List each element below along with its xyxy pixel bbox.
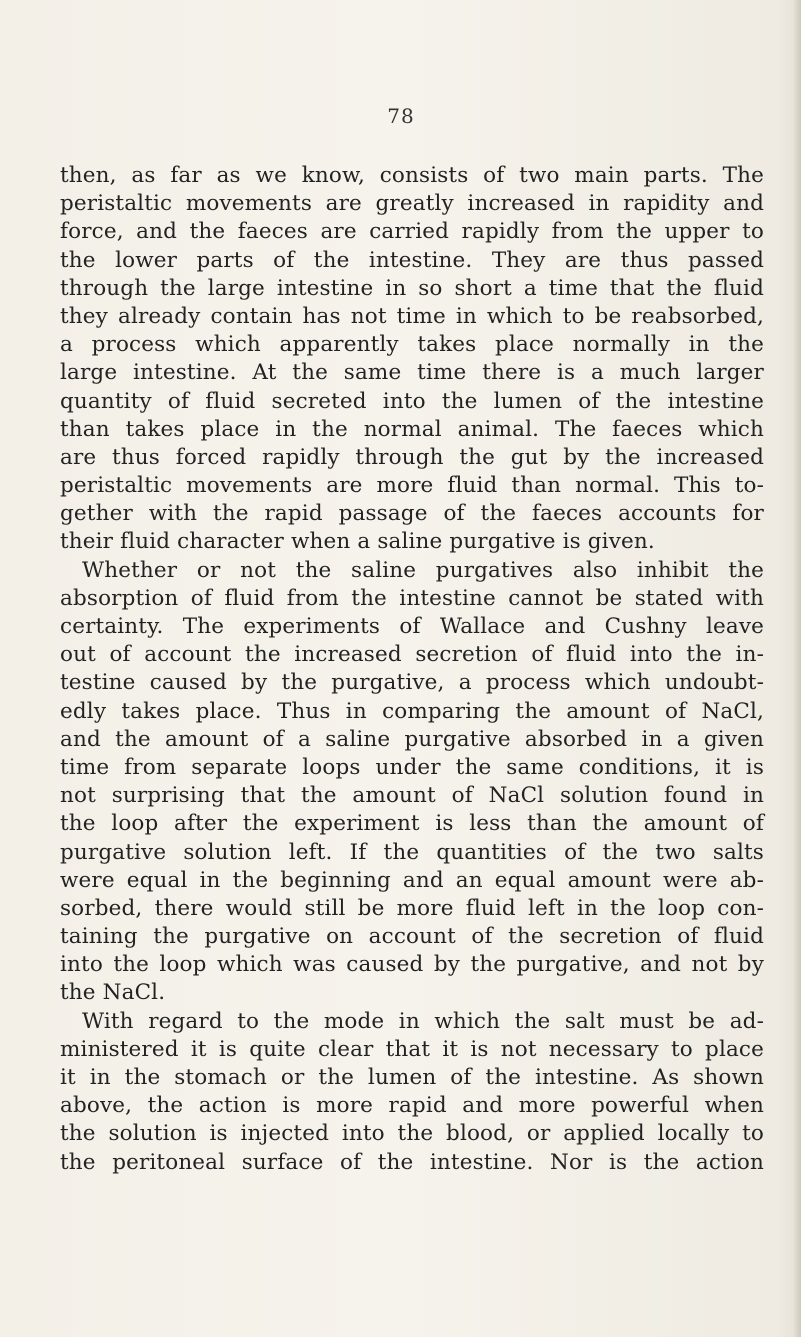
text-line: quantity of fluid secreted into the lumen of the intestine xyxy=(60,388,764,414)
text-line: are thus forced rapidly through the gut by the increased xyxy=(60,444,764,470)
text-line: then, as far as we know, consists of two main parts. The xyxy=(60,163,764,188)
text-line: large intestine. At the same time there is a much larger xyxy=(60,360,764,386)
text-line: certainty. The experiments of Wallace and Cushny leave xyxy=(60,614,764,639)
text-line: the lower parts of the intestine. They are thus passed xyxy=(60,247,764,273)
text-line: not surprising that the amount of NaCl solution found in xyxy=(60,783,764,809)
text-line: purgative solution left. If the quantities of the two salts xyxy=(60,839,764,865)
page-edge-shadow xyxy=(793,0,801,1337)
text-line: the solution is injected into the blood, or applied locally to xyxy=(60,1121,764,1147)
body-text xyxy=(60,162,764,1177)
text-line: ministered it is quite clear that it is not necessary to place xyxy=(60,1036,764,1062)
text-line: into the loop which was caused by the purgative, and not by xyxy=(60,952,764,978)
text-line: they already contain has not time in which to be reabsorbed, xyxy=(60,303,764,329)
text-line: and the amount of a saline purgative absorbed in a given xyxy=(60,726,764,752)
text-line: Whether or not the saline purgatives also inhibit the xyxy=(82,557,764,583)
text-line: the peritoneal surface of the intestine. Nor is the action xyxy=(60,1149,764,1175)
text-line: the loop after the experiment is less than the amount of xyxy=(60,811,764,837)
text-line: the NaCl. xyxy=(60,980,166,1006)
text-line: peristaltic movements are greatly increased in rapidity and xyxy=(60,191,764,217)
text-line: peristaltic movements are more fluid than normal. This to- xyxy=(60,473,764,499)
text-line: gether with the rapid passage of the faeces accounts for xyxy=(60,501,764,527)
text-line: through the large intestine in so short a time that the fluid xyxy=(60,275,764,301)
text-line: than takes place in the normal animal. The faeces which xyxy=(60,416,764,442)
text-line: force, and the faeces are carried rapidly from the upper to xyxy=(60,219,764,245)
text-line: testine caused by the purgative, a process which undoubt- xyxy=(60,670,764,696)
page-number: 78 xyxy=(387,104,415,128)
text-line: their fluid character when a saline purgative is given. xyxy=(60,529,655,555)
text-line: edly takes place. Thus in comparing the amount of NaCl, xyxy=(60,698,764,724)
text-line: sorbed, there would still be more fluid left in the loop con- xyxy=(60,895,764,921)
text-line: time from separate loops under the same conditions, it is xyxy=(60,754,764,780)
text-line: above, the action is more rapid and more powerful when xyxy=(60,1093,764,1119)
text-line: it in the stomach or the lumen of the intestine. As shown xyxy=(60,1065,764,1090)
text-line: taining the purgative on account of the secretion of fluid xyxy=(60,924,764,950)
text-line: absorption of fluid from the intestine cannot be stated with xyxy=(60,585,764,611)
text-line: With regard to the mode in which the salt must be ad- xyxy=(82,1008,764,1034)
text-line: were equal in the beginning and an equal amount were ab- xyxy=(60,867,764,893)
text-line: a process which apparently takes place normally in the xyxy=(60,332,764,358)
text-line: out of account the increased secretion of fluid into the in- xyxy=(60,642,764,668)
